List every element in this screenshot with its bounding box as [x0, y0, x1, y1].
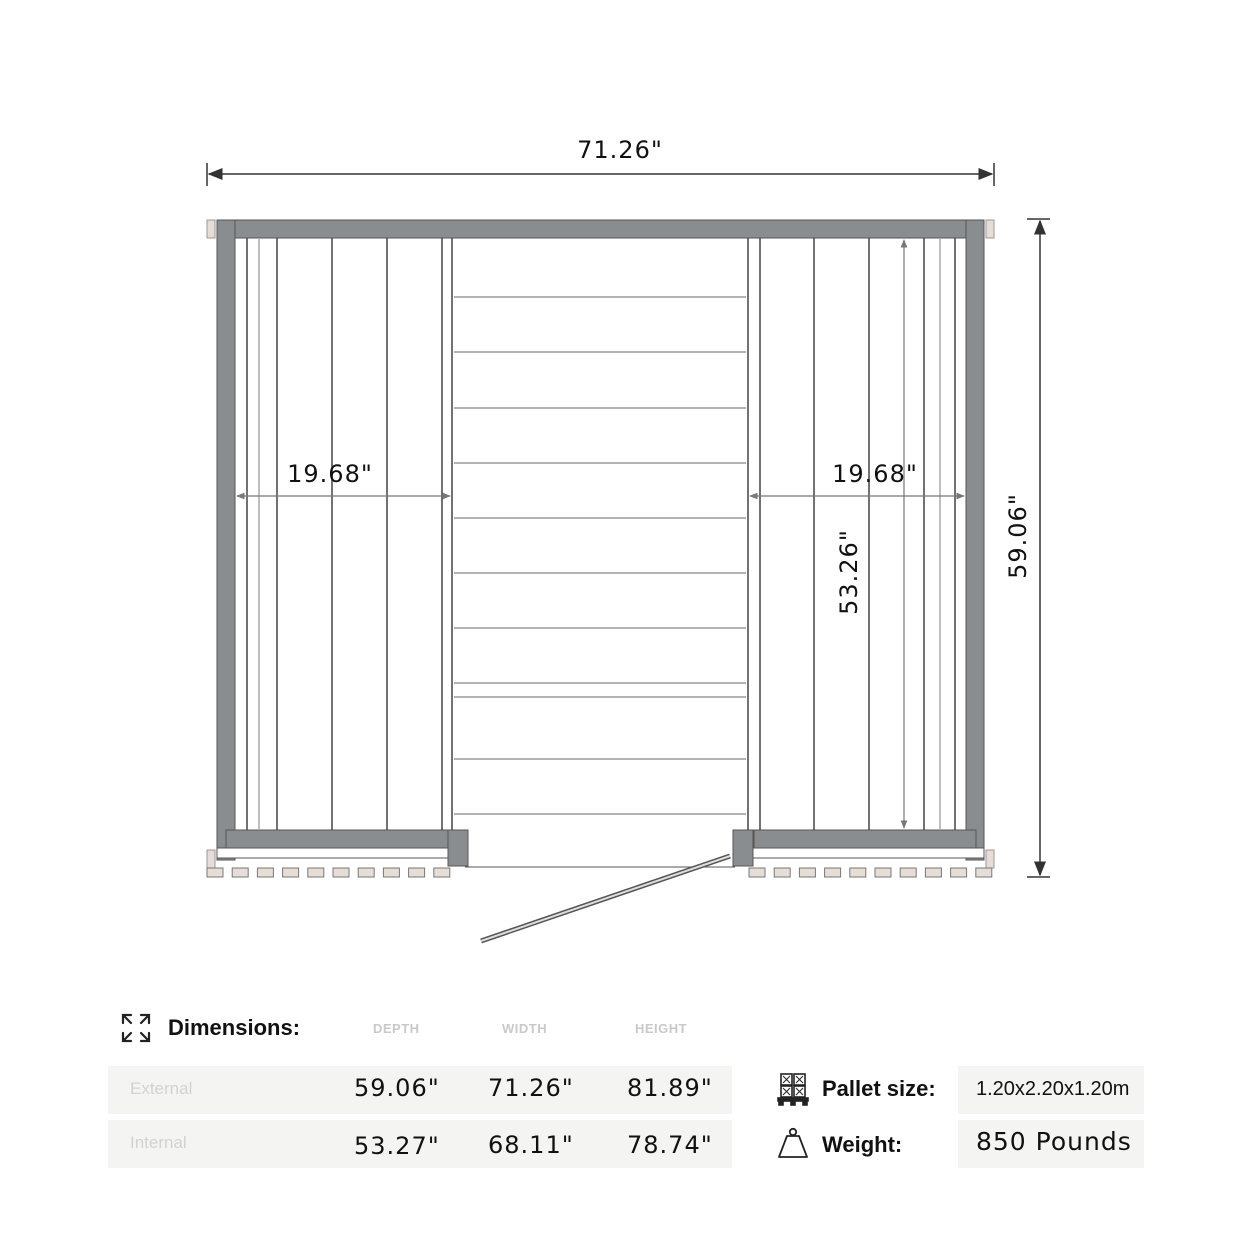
internal-height: 78.74": [627, 1131, 713, 1159]
rail-tile: [232, 868, 248, 877]
row-label: Internal: [130, 1133, 187, 1152]
rail-tile: [749, 868, 765, 877]
rail-tile: [850, 868, 866, 877]
internal-dimensions-row: [108, 1120, 732, 1168]
rail-tile: [308, 868, 324, 877]
column-height: HEIGHT: [635, 1021, 688, 1036]
rail-tile: [925, 868, 941, 877]
internal-width: 68.11": [488, 1131, 574, 1159]
rail-tile: [358, 868, 374, 877]
rail-tile: [207, 868, 223, 877]
internal-depth: 53.27": [354, 1132, 440, 1160]
overall-width-dimension: [207, 136, 994, 186]
pallet-boxes-icon: [776, 1072, 810, 1106]
overall-depth-dimension: [1004, 219, 1050, 877]
left-side-width-dimension: [237, 460, 450, 496]
weight-box: [958, 1120, 1144, 1168]
rail-tile: [875, 868, 891, 877]
column-width: WIDTH: [502, 1021, 548, 1036]
external-width: 71.26": [488, 1074, 574, 1102]
weight-value: 850 Pounds: [976, 1127, 1132, 1156]
rail-tile: [333, 868, 349, 877]
overall-width-label: 71.26": [577, 136, 663, 164]
rail-tile: [976, 868, 992, 877]
rail-tile: [283, 868, 299, 877]
rail-tile: [951, 868, 967, 877]
dimensions-title: Dimensions:: [168, 1015, 301, 1040]
row-label: External: [130, 1079, 193, 1098]
rail-tile: [799, 868, 815, 877]
right-side-width-dimension: [750, 460, 964, 496]
column-depth: DEPTH: [373, 1021, 420, 1036]
left-side-panels: [247, 238, 452, 830]
shed-frame: [207, 220, 994, 941]
rail-tile: [409, 868, 425, 877]
center-floor-boards: [454, 297, 746, 814]
overall-depth-label: 59.06": [1004, 493, 1032, 579]
inner-depth-label: 53.26": [835, 529, 863, 615]
weight-icon: [776, 1126, 810, 1160]
external-dimensions-row: [108, 1066, 732, 1114]
right-side-width-label: 19.68": [832, 460, 918, 488]
rail-tile: [774, 868, 790, 877]
pallet-size-label: Pallet size:: [822, 1076, 936, 1101]
rail-tile: [825, 868, 841, 877]
weight-label: Weight:: [822, 1132, 903, 1157]
rail-tile: [257, 868, 273, 877]
external-depth: 59.06": [354, 1074, 440, 1102]
expand-arrows-icon: [120, 1012, 152, 1044]
rail-tile: [434, 868, 450, 877]
left-side-width-label: 19.68": [287, 460, 373, 488]
dimensions-header: [120, 1012, 300, 1044]
external-height: 81.89": [627, 1074, 713, 1102]
pallet-size-value: 1.20x2.20x1.20m: [976, 1078, 1130, 1100]
pallet-size-box: [958, 1066, 1144, 1114]
floor-rail-tiles: [207, 868, 992, 877]
rail-tile: [383, 868, 399, 877]
rail-tile: [900, 868, 916, 877]
